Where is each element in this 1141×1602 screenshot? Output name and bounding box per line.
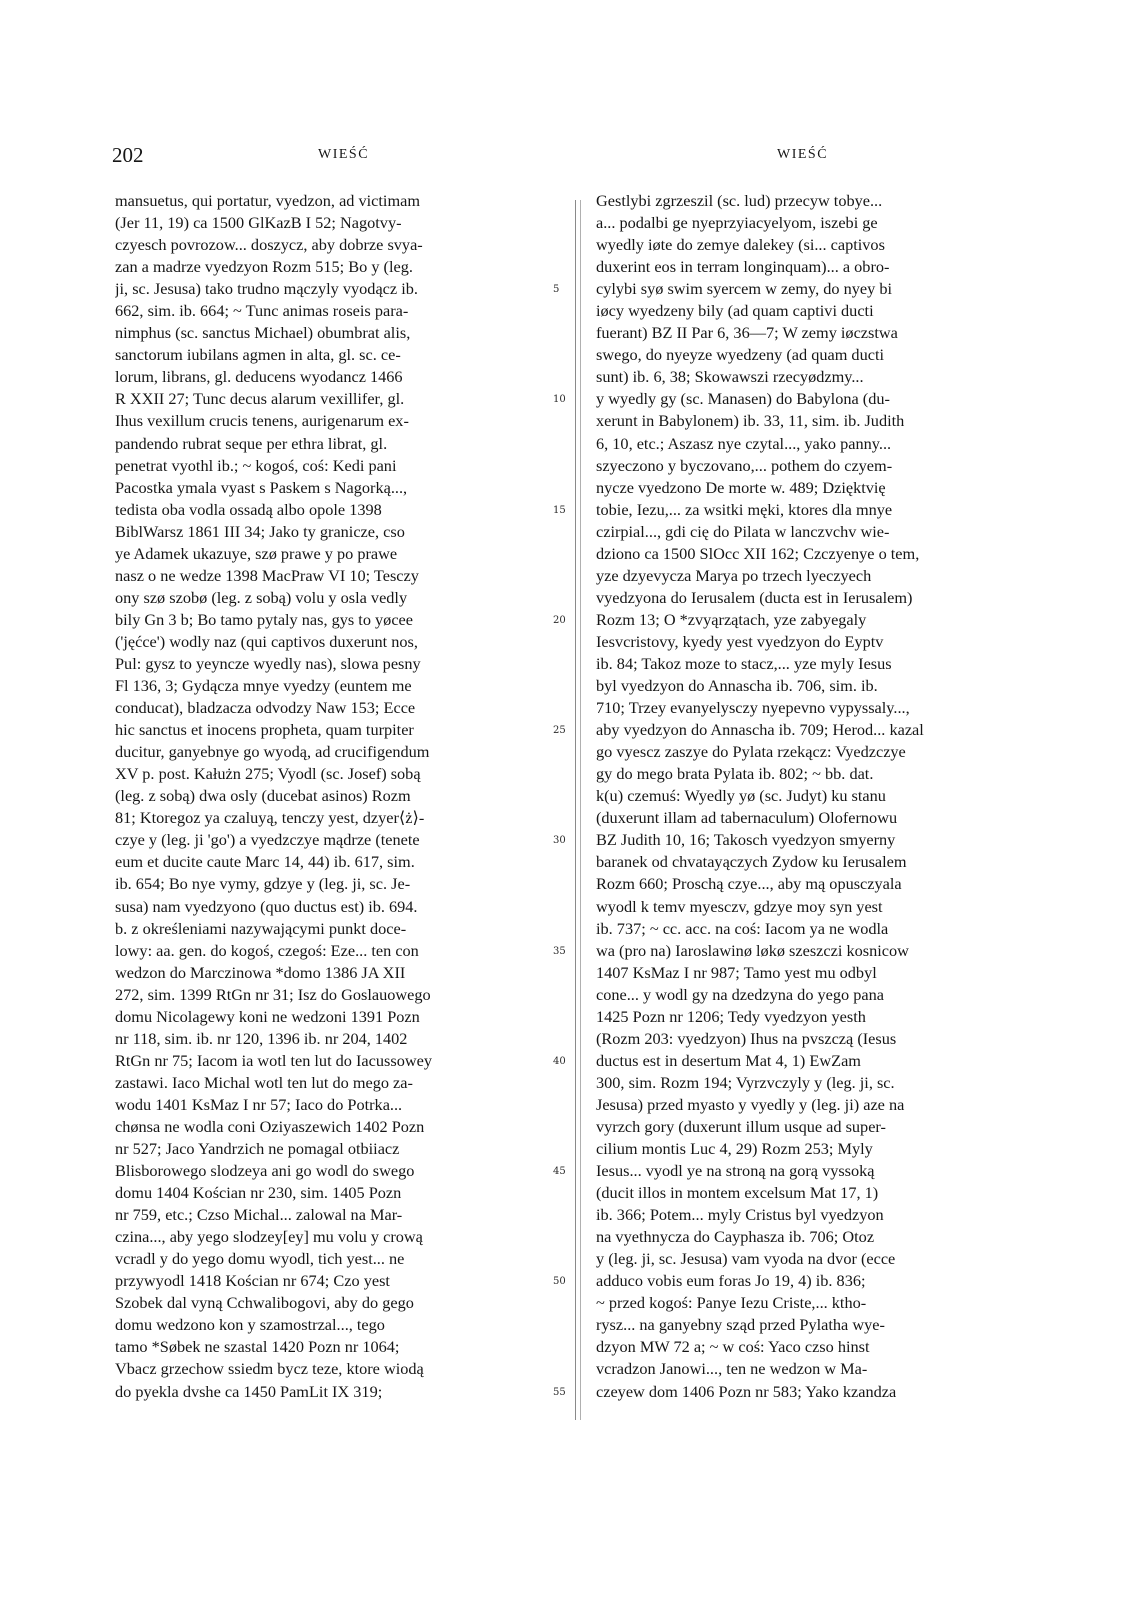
text-line (596, 785, 1020, 807)
text-line (596, 212, 1020, 234)
text-line-content: tobie, Iezu,... za wsitki męki, ktores dla mnye (596, 499, 893, 519)
text-line (115, 697, 539, 719)
text-line-content: 1425 Pozn nr 1206; Tedy vyedzyon yesth (596, 1006, 866, 1026)
text-line (115, 741, 539, 763)
text-line (115, 1160, 539, 1182)
text-line (596, 1292, 1020, 1314)
line-number: 40 (553, 1055, 566, 1067)
text-line (115, 1094, 539, 1116)
text-line (115, 984, 539, 1006)
text-line (596, 653, 1020, 675)
text-line (596, 234, 1020, 256)
text-line-content: a... podalbi ge nyeprzyiacyelyom, iszebi ge (596, 213, 878, 233)
text-line-content: k(u) czemuś: Wyedly yø (sc. Judyt) ku stanu (596, 786, 886, 806)
text-line (115, 609, 539, 631)
text-line (596, 896, 1020, 918)
text-line (596, 1050, 1020, 1072)
text-line-content: y (leg. ji, sc. Jesusa) vam vyoda na dvor (ecce (596, 1249, 896, 1269)
text-line-content: mansuetus, qui portatur, vyedzon, ad victimam (115, 191, 421, 210)
text-line (115, 631, 539, 653)
text-line-content: nr 527; Jaco Yandrzich ne pomagal otbiiacz (115, 1139, 400, 1159)
text-line-content: czina..., aby yego slodzey[ey] mu volu y crową (115, 1227, 423, 1247)
text-line (596, 499, 1020, 521)
text-line (115, 344, 539, 366)
text-line (596, 565, 1020, 587)
text-line (115, 1006, 539, 1028)
text-line-content: cone... y wodl gy na dzedzyna do yego pana (596, 984, 884, 1004)
text-line-content: lowy: aa. gen. do kogoś, czegoś: Eze... ten con (115, 940, 419, 960)
text-line (596, 631, 1020, 653)
text-line-content: vcradl y do yego domu wyodl, tich yest... ne (115, 1249, 405, 1269)
text-line-content: tedista oba vodla ossadą albo opole 1398 (115, 499, 382, 519)
text-line-content: XV p. post. Kałużn 275; Vyodl (sc. Josef) sobą (115, 764, 421, 784)
text-line (115, 851, 539, 873)
text-line (115, 433, 539, 455)
text-line-content: na vyethnycza do Cayphasza ib. 706; Otoz (596, 1227, 875, 1247)
text-line-content: wyodl k temv myesczv, gdzye moy syn yest (596, 896, 883, 916)
text-line (596, 433, 1020, 455)
column-divider (575, 200, 576, 1420)
text-line-content: chønsa ne wodla coni Oziyaszewich 1402 Pozn (115, 1116, 425, 1136)
text-line-content: vyedzyona do Ierusalem (ducta est in Ierusalem) (596, 587, 913, 607)
text-line (596, 278, 1020, 300)
text-line (596, 1226, 1020, 1248)
text-line (596, 366, 1020, 388)
line-number: 45 (553, 1166, 566, 1178)
text-line (115, 763, 539, 785)
text-line (115, 278, 539, 300)
text-line-content: yze dzyevycza Marya po trzech lyeczyech (596, 565, 872, 585)
text-line-content: ji, sc. Jesusa) tako trudno mączyly vyodącz ib. (115, 279, 418, 299)
text-line-content: vyrzch gory (duxerunt illum usque ad super- (596, 1116, 886, 1136)
text-line-content: Iesvcristovy, kyedy yest vyedzyon do Eyptv (596, 631, 884, 651)
text-line-content: Rozm 660; Proschą czye..., aby mą opusczyala (596, 874, 902, 894)
text-line-content: przywyodl 1418 Kościan nr 674; Czo yest (115, 1271, 390, 1291)
text-line (596, 521, 1020, 543)
text-line-content: Blisborowego slodzeya ani go wodl do swego (115, 1161, 415, 1181)
text-line (115, 366, 539, 388)
text-line-content: ib. 654; Bo nye vymy, gdzye y (leg. ji, sc. Je- (115, 874, 411, 894)
text-line-content: czyesch povrozow... doszycz, aby dobrze svya- (115, 235, 423, 255)
text-line-content: (leg. z sobą) dwa osly (ducebat asinos) Rozm (115, 786, 411, 806)
line-number: 55 (553, 1386, 566, 1398)
text-line (596, 1248, 1020, 1270)
text-line-content: (ducit illos in montem excelsum Mat 17, 1) (596, 1183, 879, 1203)
text-line (596, 984, 1020, 1006)
text-line-content: Pacostka ymala vyast s Paskem s Nagorką..., (115, 477, 408, 497)
text-line (596, 1072, 1020, 1094)
text-line (115, 499, 539, 521)
text-line (596, 873, 1020, 895)
text-line-content: wedzon do Marczinowa *domo 1386 JA XII (115, 962, 406, 982)
text-line-content: iøcy wyedzeny bily (ad quam captivi ducti (596, 301, 874, 321)
text-line (115, 1028, 539, 1050)
text-line (115, 521, 539, 543)
text-line (596, 1160, 1020, 1182)
text-line (115, 190, 539, 212)
text-line (115, 212, 539, 234)
text-line (115, 410, 539, 432)
text-line-content: susa) nam vyedzyono (quo ductus est) ib. 694. (115, 896, 418, 916)
text-line (115, 1072, 539, 1094)
text-line-content: hic sanctus et inocens propheta, quam turpiter (115, 720, 414, 740)
text-line-content: wodu 1401 KsMaz I nr 57; Iaco do Potrka... (115, 1094, 403, 1114)
text-line (596, 322, 1020, 344)
text-line-content: 300, sim. Rozm 194; Vyrzvczyly y (leg. ji, sc. (596, 1072, 895, 1092)
left-column (115, 190, 539, 1403)
text-line (115, 455, 539, 477)
text-line (596, 1138, 1020, 1160)
text-line-content: ducitur, ganyebnye go wyodą, ad crucifigendum (115, 742, 430, 762)
text-line-content: 710; Trzey evanyelysczy nyepevno vypyssaly..., (596, 698, 910, 718)
text-line (115, 256, 539, 278)
text-line-content: dzyon MW 72 a; ~ w coś: Yaco czso hinst (596, 1337, 870, 1357)
text-line (596, 829, 1020, 851)
text-line (596, 1006, 1020, 1028)
text-line (596, 1358, 1020, 1380)
text-line (115, 1314, 539, 1336)
text-line (596, 1336, 1020, 1358)
text-line (596, 940, 1020, 962)
page-number: 202 (112, 143, 144, 167)
text-line-content: czirpial..., gdi cię do Pilata w lanczvchv wie- (596, 521, 890, 541)
text-line (115, 918, 539, 940)
line-number: 35 (553, 945, 566, 957)
text-line-content: BiblWarsz 1861 III 34; Jako ty granicze, cso (115, 521, 405, 541)
text-line-content: 6, 10, etc.; Aszasz nye czytal..., yako panny... (596, 433, 892, 453)
text-line (596, 388, 1020, 410)
text-line-content: go vyescz zaszye do Pylata rzekącz: Vyedzczye (596, 742, 906, 762)
text-line-content: vcradzon Janowi..., ten ne wedzon w Ma- (596, 1359, 868, 1379)
text-line (596, 962, 1020, 984)
text-line-content: (Rozm 203: vyedzyon) Ihus na pvszczą (Iesus (596, 1028, 897, 1048)
text-line (115, 1358, 539, 1380)
text-line-content: penetrat vyothl ib.; ~ kogoś, coś: Kedi pani (115, 455, 397, 475)
text-line (596, 1182, 1020, 1204)
text-line-content: pandendo rubrat seque per ethra librat, gl. (115, 433, 388, 453)
text-line (596, 455, 1020, 477)
text-line-content: lorum, librans, gl. deducens wyodancz 1466 (115, 367, 403, 387)
text-line-content: Ihus vexillum crucis tenens, aurigenarum ex- (115, 411, 409, 431)
text-line (596, 344, 1020, 366)
text-line (115, 785, 539, 807)
text-line-content: czye y (leg. ji 'go') a vyedzczye mądrze (tenete (115, 830, 420, 850)
text-line-content: ony szø szobø (leg. z sobą) volu y osla vedly (115, 587, 408, 607)
text-line-content: cylybi syø swim syercem w zemy, do nyey bi (596, 279, 893, 299)
text-line (115, 1381, 539, 1403)
text-line-content: Jesusa) przed myasto y vyedly y (leg. ji) aze na (596, 1094, 905, 1114)
text-line (115, 300, 539, 322)
text-line-content: sunt) ib. 6, 38; Skowawszi rzecyødzmy... (596, 367, 864, 387)
text-line (596, 1381, 1020, 1403)
text-line-content: BZ Judith 10, 16; Takosch vyedzyon smyerny (596, 830, 896, 850)
text-line-content: adduco vobis eum foras Jo 19, 4) ib. 836; (596, 1271, 866, 1291)
text-line (115, 1138, 539, 1160)
column-divider-secondary (580, 200, 581, 1420)
text-line-content: dziono ca 1500 SlOcc XII 162; Czczyenye o tem, (596, 543, 920, 563)
text-line (596, 807, 1020, 829)
text-line (115, 587, 539, 609)
text-line-content: Iesus... vyodl ye na stroną na gorą vyssoką (596, 1161, 875, 1181)
line-number: 15 (553, 504, 566, 516)
text-line (115, 719, 539, 741)
text-line-content: ye Adamek ukazuye, szø prawe y po prawe (115, 543, 398, 563)
text-line (115, 675, 539, 697)
text-line-content: baranek od chvatayączych Zydow ku Ierusalem (596, 852, 907, 872)
text-line-content: Rozm 13; O *zvyąrzątach, yze zabyegaly (596, 609, 867, 629)
text-line (596, 543, 1020, 565)
text-line-content: ductus est in desertum Mat 4, 1) EwZam (596, 1050, 861, 1070)
text-line (596, 256, 1020, 278)
line-number: 30 (553, 835, 566, 847)
text-line (115, 962, 539, 984)
text-line (115, 896, 539, 918)
text-line-content: nycze vyedzono De morte w. 489; Dzięktvię (596, 477, 886, 497)
text-line-content: domu 1404 Kościan nr 230, sim. 1405 Pozn (115, 1183, 402, 1203)
text-line (115, 653, 539, 675)
text-line-content: Pul: gysz to yeyncze wyedly nas), slowa pesny (115, 653, 421, 673)
text-line-content: Gestlybi zgrzeszil (sc. lud) przecyw tobye... (596, 191, 883, 210)
text-line-content: RtGn nr 75; Iacom ia wotl ten lut do Iacussowey (115, 1050, 432, 1070)
text-line-content: xerunt in Babylonem) ib. 33, 11, sim. ib. Judith (596, 411, 905, 431)
text-line (596, 1116, 1020, 1138)
text-line (115, 322, 539, 344)
text-line (115, 829, 539, 851)
text-line (596, 190, 1020, 212)
text-line-content: Vbacz grzechow ssiedm bycz teze, ktore wiodą (115, 1359, 424, 1379)
text-line-content: cilium montis Luc 4, 29) Rozm 253; Myly (596, 1139, 873, 1159)
text-line-content: 662, sim. ib. 664; ~ Tunc animas roseis para- (115, 301, 409, 321)
line-number: 50 (553, 1276, 566, 1288)
text-line-content: y wyedly gy (sc. Manasen) do Babylona (du- (596, 389, 890, 409)
text-line-content: sanctorum iubilans agmen in alta, gl. sc. ce- (115, 345, 401, 365)
text-line (596, 1028, 1020, 1050)
text-line (115, 1248, 539, 1270)
text-line (596, 675, 1020, 697)
running-head-right: WIEŚĆ (777, 147, 829, 162)
text-line (596, 741, 1020, 763)
text-line-content: swego, do nyeyze wyedzeny (ad quam ducti (596, 345, 884, 365)
text-line-content: R XXII 27; Tunc decus alarum vexillifer, gl. (115, 389, 405, 409)
text-line-content: nr 118, sim. ib. nr 120, 1396 ib. nr 204, 1402 (115, 1028, 408, 1048)
text-line-content: 81; Ktoregoz ya czaluyą, tenczy yest, dzyer⟨ż⟩- (115, 808, 425, 828)
text-line (115, 1270, 539, 1292)
text-line-content: nimphus (sc. sanctus Michael) obumbrat alis, (115, 323, 411, 343)
text-line-content: rysz... na ganyebny sząd przed Pylatha wye- (596, 1315, 885, 1335)
text-line (115, 1050, 539, 1072)
text-line-content: wa (pro na) Iaroslawinø løkø szeszczi kosnicow (596, 940, 909, 960)
text-line (115, 543, 539, 565)
text-line (115, 873, 539, 895)
text-line-content: (duxerunt illam ad tabernaculum) Olofernowu (596, 808, 898, 828)
text-line-content: conducat), bladzacza odvodzy Naw 153; Ecce (115, 698, 416, 718)
text-line-content: domu Nicolagewy koni ne wedzoni 1391 Pozn (115, 1006, 420, 1026)
text-line-content: (Jer 11, 19) ca 1500 GlKazB I 52; Nagotvy- (115, 213, 402, 233)
text-line-content: gy do mego brata Pylata ib. 802; ~ bb. dat. (596, 764, 874, 784)
text-line (596, 1314, 1020, 1336)
text-line (596, 609, 1020, 631)
text-line-content: wyedly iøte do zemye dalekey (si... captivos (596, 235, 885, 255)
line-number: 10 (553, 394, 566, 406)
text-line (596, 918, 1020, 940)
text-line-content: szyeczono y byczovano,... pothem do czyem- (596, 455, 893, 475)
text-line (596, 410, 1020, 432)
text-line-content: ib. 737; ~ cc. acc. na coś: Iacom ya ne wodla (596, 918, 889, 938)
text-line (596, 719, 1020, 741)
text-line (115, 1336, 539, 1358)
text-line (596, 477, 1020, 499)
text-line (115, 388, 539, 410)
text-line-content: byl vyedzyon do Annascha ib. 706, sim. ib. (596, 676, 878, 696)
text-line-content: ~ przed kogoś: Panye Iezu Criste,... ktho- (596, 1293, 867, 1313)
text-line-content: zan a madrze vyedzyon Rozm 515; Bo y (leg. (115, 257, 413, 277)
text-line (115, 940, 539, 962)
text-line-content: aby vyedzyon do Annascha ib. 709; Herod... kazal (596, 720, 924, 740)
text-line-content: domu wedzono kon y szamostrzal..., tego (115, 1315, 385, 1335)
text-line-content: bily Gn 3 b; Bo tamo pytaly nas, gys to yøcee (115, 609, 413, 629)
text-line-content: 272, sim. 1399 RtGn nr 31; Isz do Goslauowego (115, 984, 431, 1004)
right-column (596, 190, 1020, 1403)
text-line-content: do pyekla dvshe ca 1450 PamLit IX 319; (115, 1381, 383, 1401)
line-number: 25 (553, 725, 566, 737)
text-line (115, 1204, 539, 1226)
running-head-left: WIEŚĆ (318, 147, 370, 162)
text-line-content: duxerint eos in terram longinquam)... a obro- (596, 257, 890, 277)
text-line-content: zastawi. Iaco Michal wotl ten lut do mego za- (115, 1072, 413, 1092)
line-number: 5 (553, 284, 560, 296)
line-number: 20 (553, 614, 566, 626)
text-line (115, 807, 539, 829)
text-line (115, 1182, 539, 1204)
text-line-content: nasz o ne wedze 1398 MacPraw VI 10; Tesczy (115, 565, 419, 585)
text-line (115, 565, 539, 587)
text-line (596, 763, 1020, 785)
text-line (115, 1292, 539, 1314)
text-line-content: ib. 366; Potem... myly Cristus byl vyedzyon (596, 1205, 884, 1225)
text-line-content: czeyew dom 1406 Pozn nr 583; Yako kzandza (596, 1381, 897, 1401)
text-line-content: ib. 84; Takoz moze to stacz,... yze myly Iesus (596, 653, 892, 673)
text-line (115, 477, 539, 499)
text-line (115, 1226, 539, 1248)
text-line (596, 697, 1020, 719)
text-line-content: tamo *Søbek ne szastal 1420 Pozn nr 1064; (115, 1337, 400, 1357)
text-line (596, 300, 1020, 322)
text-line (115, 234, 539, 256)
text-line (115, 1116, 539, 1138)
text-line-content: Szobek dal vyną Cchwalibogovi, aby do gego (115, 1293, 414, 1313)
text-line (596, 1204, 1020, 1226)
text-line (596, 851, 1020, 873)
text-line (596, 1094, 1020, 1116)
text-line-content: fuerant) BZ II Par 6, 36—7; W zemy iøczstwa (596, 323, 898, 343)
text-line-content: Fl 136, 3; Gydącza mnye vyedzy (euntem me (115, 676, 412, 696)
text-line-content: nr 759, etc.; Czso Michal... zalowal na Mar- (115, 1205, 403, 1225)
text-line-content: ('jęćce') wodly naz (qui captivos duxerunt nos, (115, 631, 418, 651)
text-line-content: 1407 KsMaz I nr 987; Tamo yest mu odbyl (596, 962, 877, 982)
text-line-content: eum et ducite caute Marc 14, 44) ib. 617, sim. (115, 852, 415, 872)
text-line (596, 1270, 1020, 1292)
text-line (596, 587, 1020, 609)
text-line-content: b. z określeniami nazywającymi punkt doce- (115, 918, 407, 938)
